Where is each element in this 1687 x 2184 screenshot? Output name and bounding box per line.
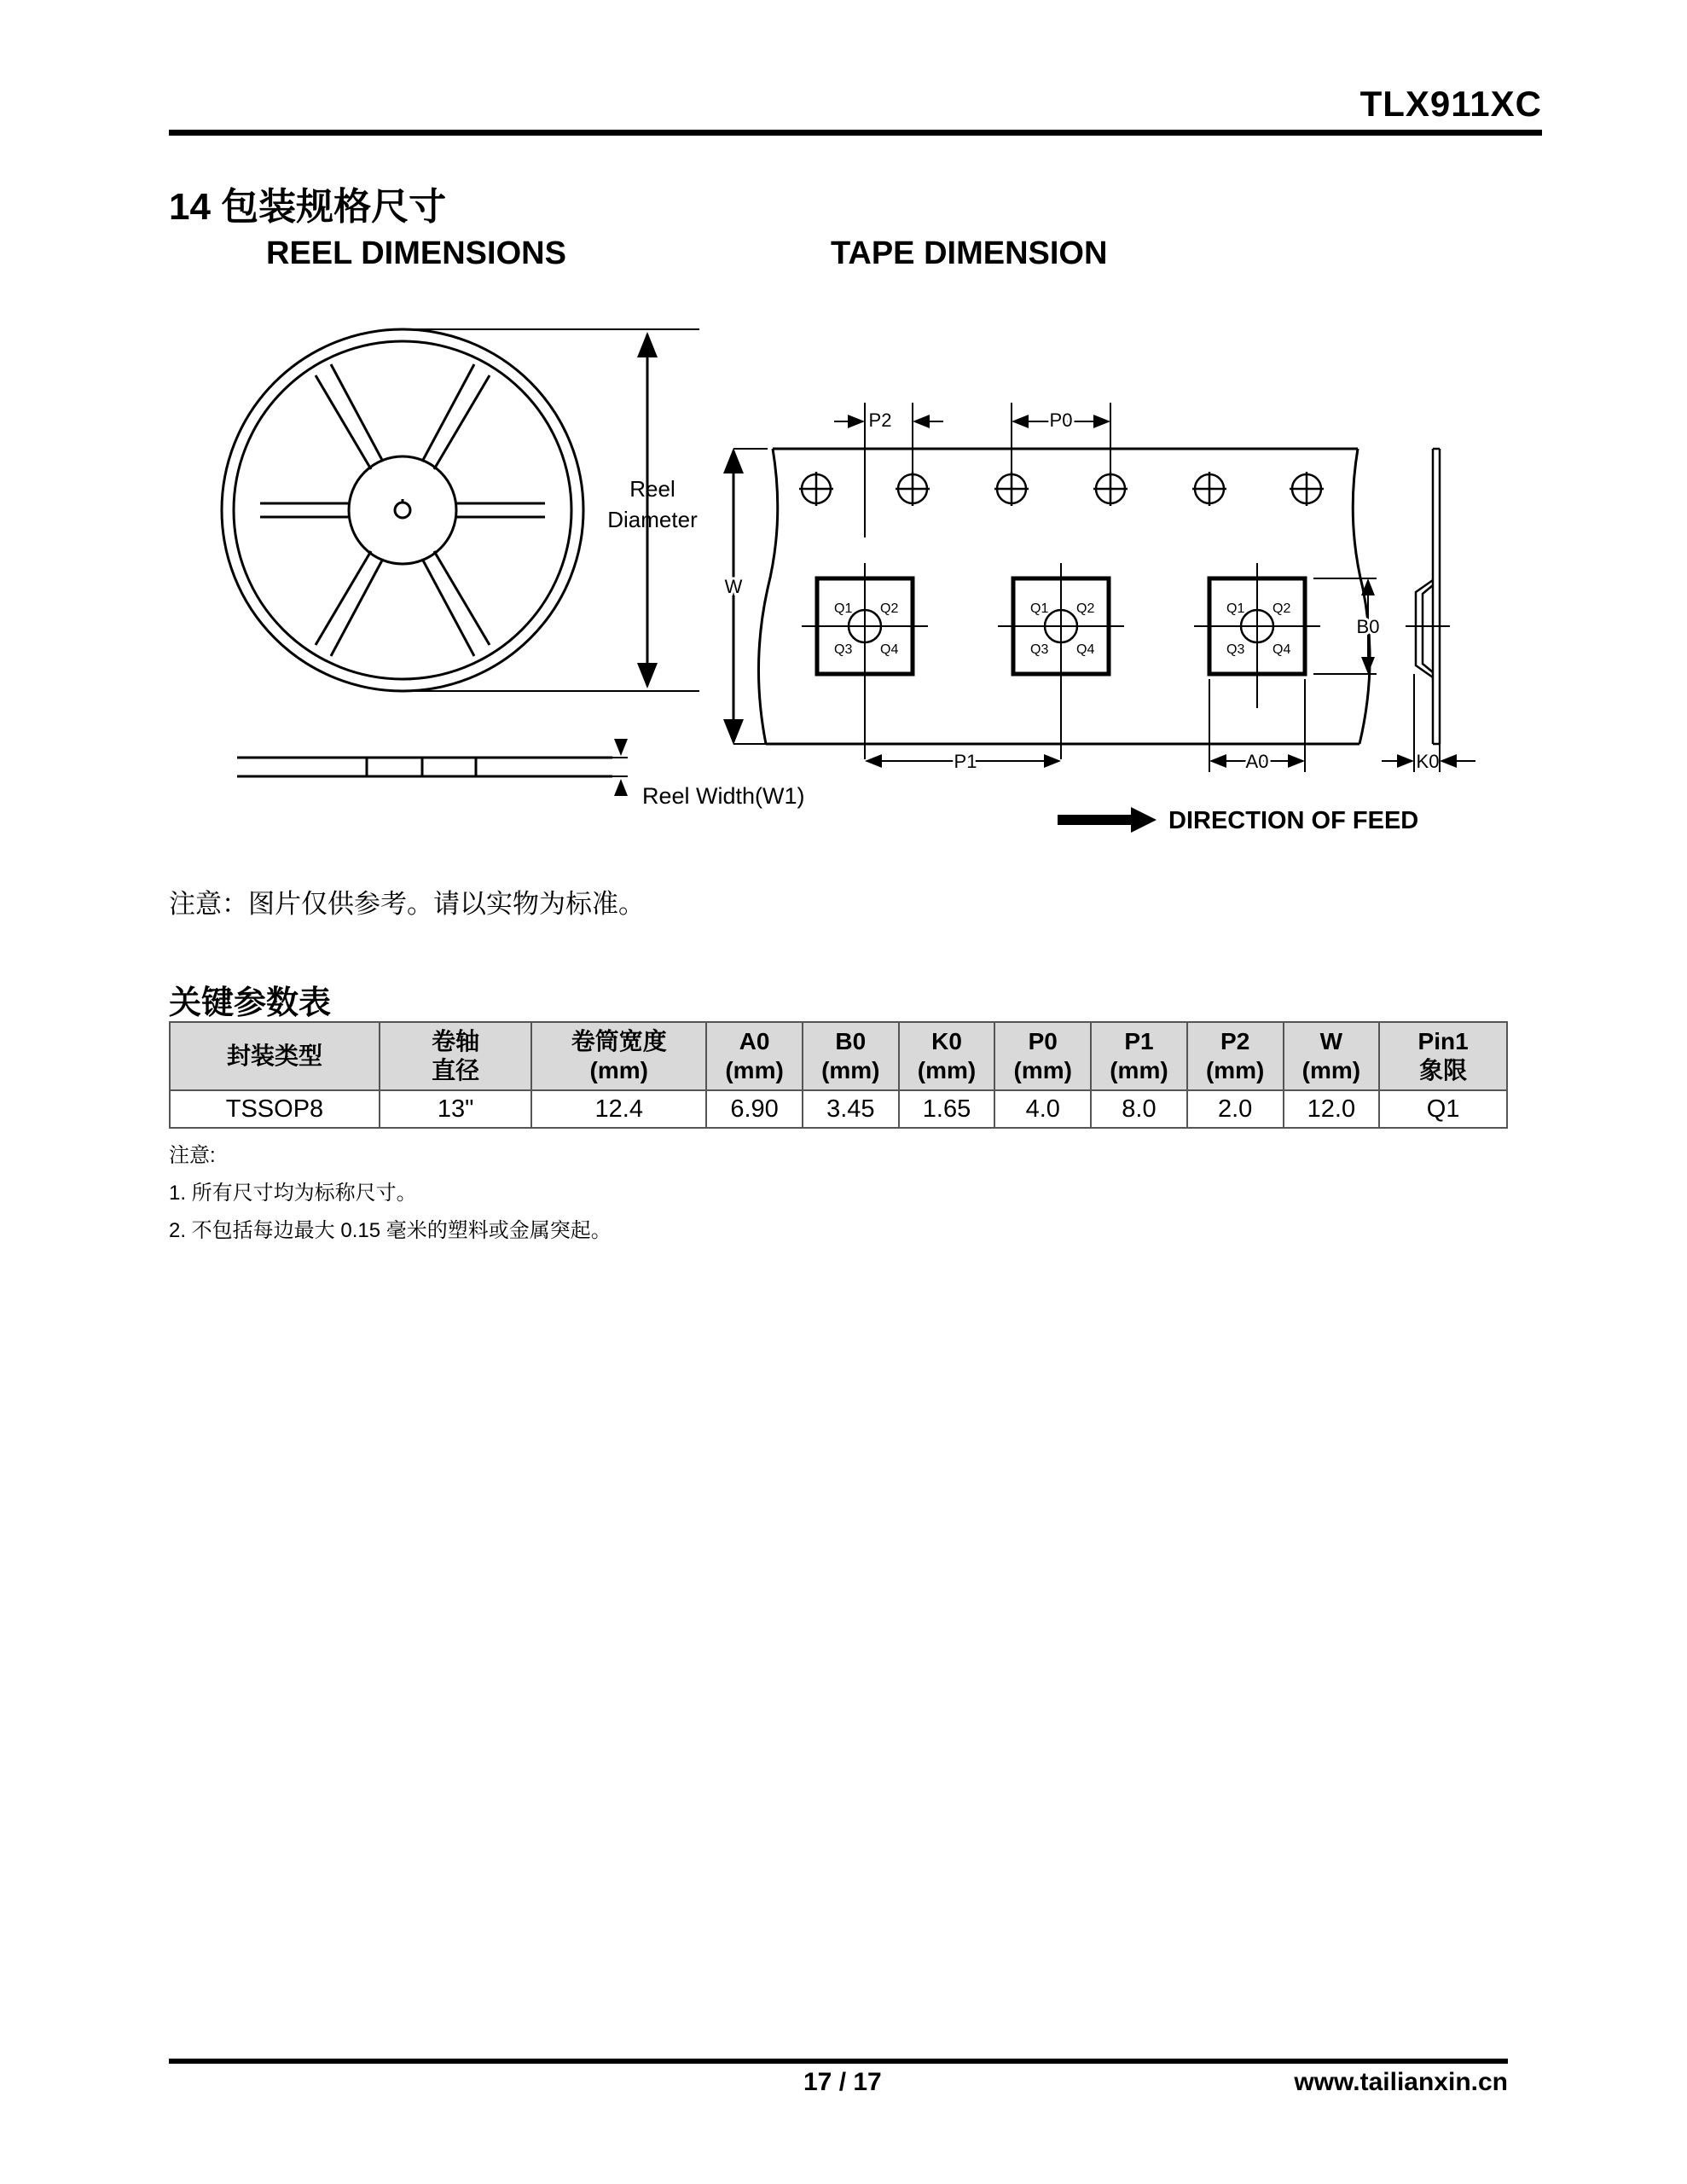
cell-p1: 8.0 [1091, 1090, 1187, 1128]
svg-text:Q4: Q4 [880, 642, 899, 657]
svg-text:Q1: Q1 [1226, 601, 1245, 616]
reel-side-view [237, 741, 628, 795]
header-reel-diameter: 卷轴 直径 [380, 1022, 531, 1090]
svg-text:Q2: Q2 [1076, 601, 1095, 616]
page-number: 17 / 17 [803, 2068, 882, 2096]
k0-label: K0 [1416, 751, 1440, 772]
cell-package: TSSOP8 [170, 1090, 380, 1128]
note-item-2: 2. 不包括每边最大 0.15 毫米的塑料或金属突起。 [169, 1219, 612, 1242]
svg-text:Q1: Q1 [1030, 601, 1049, 616]
cell-a0: 6.90 [706, 1090, 803, 1128]
svg-text:Q4: Q4 [1272, 642, 1291, 657]
svg-text:Q2: Q2 [1272, 601, 1291, 616]
notes-heading: 注意: [169, 1144, 216, 1167]
reel-width-label: Reel Width(W1) [642, 783, 805, 809]
header-k0: K0 (mm) [899, 1022, 995, 1090]
feed-direction-label: DIRECTION OF FEED [1168, 807, 1419, 834]
spec-table [169, 1021, 1508, 1129]
p1-label: P1 [954, 751, 977, 772]
header-reel-width: 卷筒宽度 (mm) [531, 1022, 706, 1090]
table-header-row [170, 1022, 1507, 1090]
feed-direction-arrow [1058, 807, 1157, 833]
table-title: 关键参数表 [169, 985, 332, 1021]
header-w: W (mm) [1284, 1022, 1380, 1090]
w-label: W [724, 576, 743, 597]
cell-reel-diameter: 13" [380, 1090, 531, 1128]
reel-diameter-label-2: Diameter [607, 507, 698, 532]
cell-p2: 2.0 [1187, 1090, 1284, 1128]
reel-tape-diagram [205, 307, 1501, 845]
cell-p0: 4.0 [994, 1090, 1091, 1128]
section-title: 14 包装规格尺寸 [169, 186, 447, 228]
header-a0: A0 (mm) [706, 1022, 803, 1090]
tape-drawing [758, 449, 1370, 744]
reel-drawing [222, 329, 583, 691]
p2-label: P2 [868, 410, 892, 431]
svg-text:Q4: Q4 [1076, 642, 1095, 657]
cell-w: 12.0 [1284, 1090, 1380, 1128]
svg-text:Q3: Q3 [834, 642, 853, 657]
svg-text:Q1: Q1 [834, 601, 853, 616]
sprocket-holes [799, 472, 1324, 506]
part-number: TLX911XC [1359, 84, 1542, 124]
header-p0: P0 (mm) [994, 1022, 1091, 1090]
header-rule [169, 130, 1542, 136]
cell-reel-width: 12.4 [531, 1090, 706, 1128]
pockets [802, 563, 1320, 759]
header-pin1: Pin1 象限 [1379, 1022, 1507, 1090]
website-link[interactable]: www.tailianxin.cn [1294, 2068, 1508, 2096]
cell-k0: 1.65 [899, 1090, 995, 1128]
tape-dimension-heading: TAPE DIMENSION [831, 235, 1108, 271]
cell-b0: 3.45 [803, 1090, 899, 1128]
svg-text:Q3: Q3 [1226, 642, 1245, 657]
b0-label: B0 [1356, 616, 1380, 637]
tape-side-profile [1382, 449, 1475, 772]
reel-diameter-label-1: Reel [629, 476, 675, 502]
header-p2: P2 (mm) [1187, 1022, 1284, 1090]
table-row [170, 1090, 1507, 1128]
svg-text:Q3: Q3 [1030, 642, 1049, 657]
reel-dimensions-heading: REEL DIMENSIONS [266, 235, 566, 271]
header-p1: P1 (mm) [1091, 1022, 1187, 1090]
figure-note: 注意：图片仅供参考。请以实物为标准。 [169, 889, 645, 919]
svg-text:Q2: Q2 [880, 601, 899, 616]
a0-label: A0 [1245, 751, 1269, 772]
header-b0: B0 (mm) [803, 1022, 899, 1090]
tape-dimensions [733, 403, 1377, 772]
note-item-1: 1. 所有尺寸均为标称尺寸。 [169, 1182, 417, 1205]
cell-pin1: Q1 [1379, 1090, 1507, 1128]
header-package: 封装类型 [170, 1022, 380, 1090]
p0-label: P0 [1049, 410, 1073, 431]
footer-rule [169, 2059, 1508, 2064]
